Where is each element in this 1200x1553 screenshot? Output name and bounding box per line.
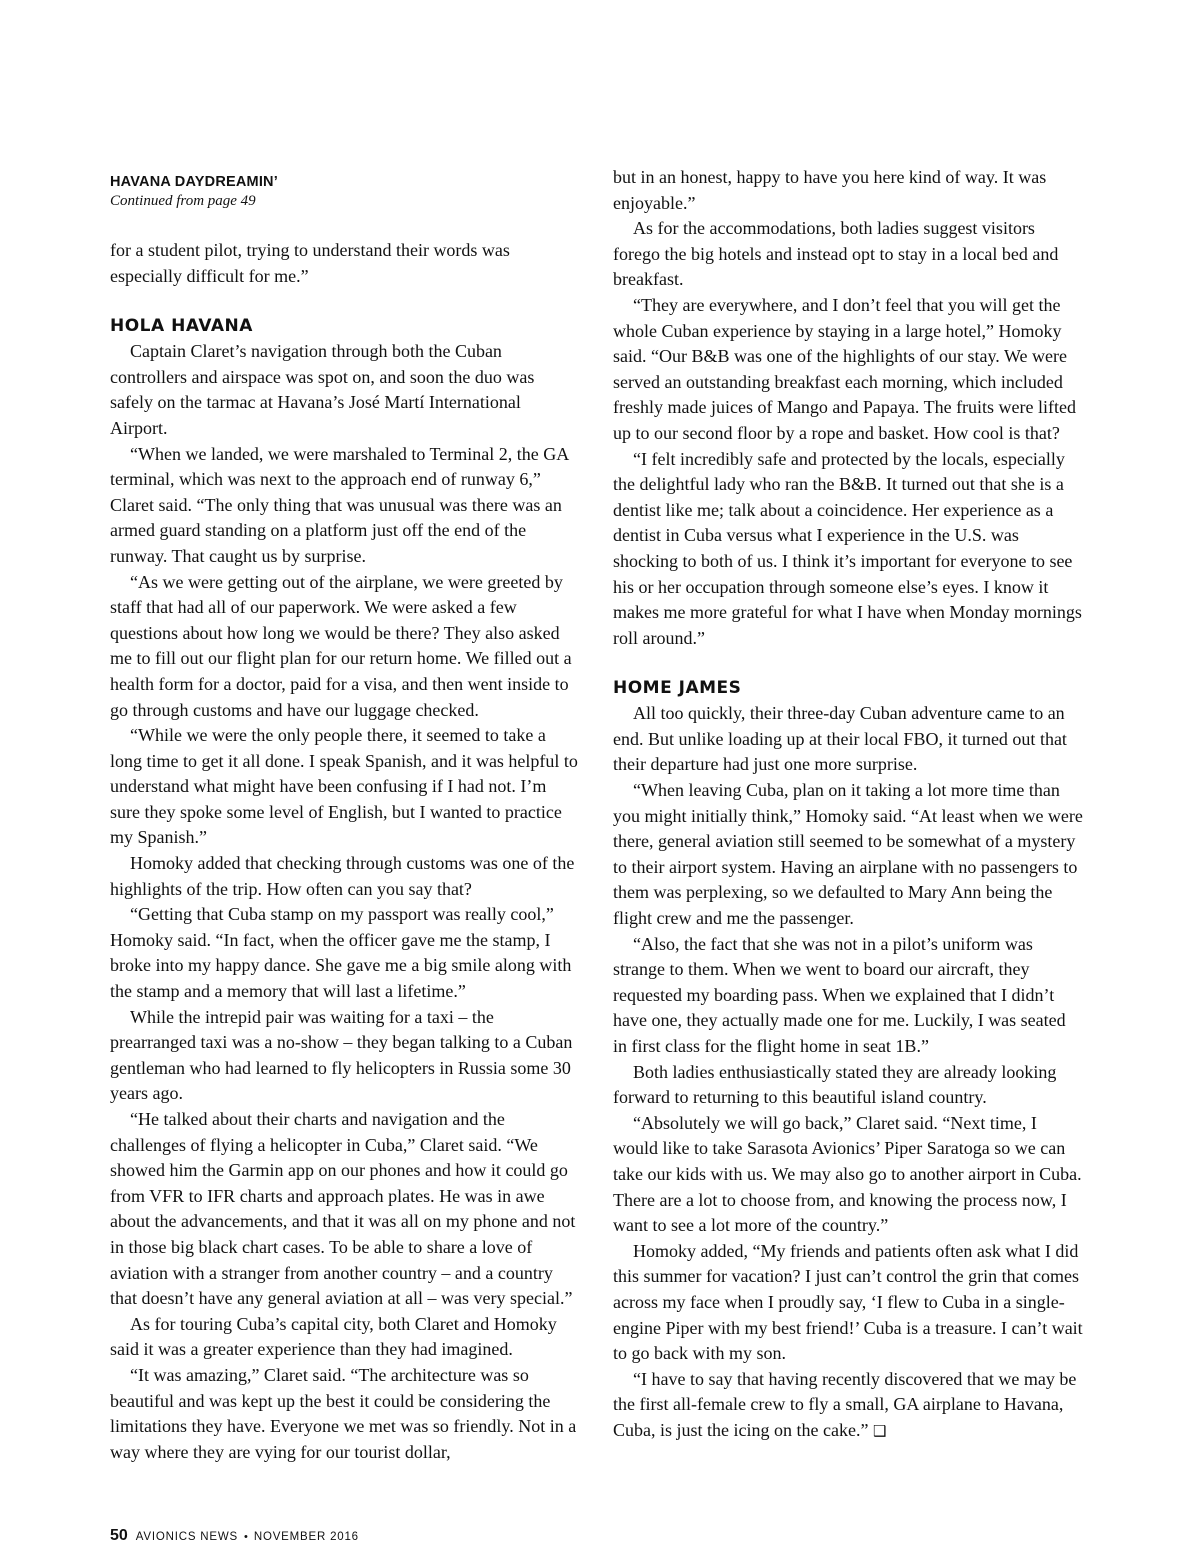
issue-date: NOVEMBER 2016 bbox=[253, 1531, 359, 1543]
intro-paragraph: for a student pilot, trying to understand their words was especially difficult for me.” bbox=[110, 240, 510, 286]
footer-separator: • bbox=[244, 1531, 248, 1543]
article-paragraph: As for the accommodations, both ladies suggest visitors forego the big hotels and instead opt to stay in a local bed and breakfast. bbox=[613, 218, 1059, 290]
article-paragraph: Captain Claret’s navigation through both the Cuban controllers and airspace was spot on, and soon the duo was safely on the tarmac at Havana’s José Martí International Airport. bbox=[110, 341, 535, 438]
article-paragraph: Homoky added that checking through customs was one of the highlights of the trip. How often can you say that? bbox=[110, 853, 575, 899]
final-paragraph-text: “I have to say that having recently discovered that we may be the first all-female crew to fly a small, GA airplane to Havana, Cuba, is just the icing on the cake.” bbox=[613, 1368, 1077, 1440]
right-column bbox=[613, 165, 1083, 1445]
left-column bbox=[110, 165, 580, 1465]
article-paragraph: “Absolutely we will go back,” Claret said. “Next time, I would like to take Sarasota Avionics’ Piper Saratoga so we can take our kids with us. We may also go to another airport in Cuba. There are a lot to choose from, and knowing the process now, I want to see a lot more of the country.” bbox=[613, 1112, 1082, 1236]
article-paragraph: “I felt incredibly safe and protected by the locals, especially the delightful lady who ran the B&B. It turned out that she is a dentist like me; talk about a coincidence. Her experience as a dentist in Cuba versus what I experience in the U.S. was shocking to both of us. I think it’s important for everyone to see his or her occupation through someone else’s eyes. I know it makes me more grateful for what I have when Monday mornings roll around.” bbox=[613, 448, 1082, 648]
article-paragraph: As for touring Cuba’s capital city, both Claret and Homoky said it was a greater experience than they had imagined. bbox=[110, 1313, 557, 1360]
article-paragraph: “Getting that Cuba stamp on my passport was really cool,” Homoky said. “In fact, when the officer gave me the stamp, I broke into my happy dance. She gave me a big smile along with the stamp and a memory that will last a lifetime.” bbox=[110, 904, 572, 1002]
section-heading-hola-havana: HOLA HAVANA bbox=[110, 316, 253, 337]
article-paragraph: “When we landed, we were marshaled to Terminal 2, the GA terminal, which was next to the approach end of runway 6,” Claret said. “The only thing that was unusual was there was an armed guard standing on a platform just off the end of the runway. That caught us by surprise. bbox=[110, 443, 569, 566]
continued-from-note: Continued from page 49 bbox=[110, 193, 256, 209]
article-paragraph-continued: but in an honest, happy to have you here kind of way. It was enjoyable.” bbox=[613, 167, 1047, 213]
article-paragraph: “As we were getting out of the airplane, we were greeted by staff that had all of our paperwork. We were asked a few questions about how long we would be there? They also asked me to fill out our flight plan for our return home. We filled out a health form for a doctor, paid for a visa, and then went inside to go through customs and have our luggage checked. bbox=[110, 571, 572, 720]
article-paragraph: “They are everywhere, and I don’t feel that you will get the whole Cuban experience by staying in a large hotel,” Homoky said. “Our B&B was one of the highlights of our stay. We were served an outstanding breakfast each morning, which included freshly made juices of Mango and Papaya. The fruits were lifted up to our second floor by a rope and basket. How cool is that? bbox=[613, 294, 1077, 443]
final-paragraph bbox=[613, 1367, 1083, 1445]
article-paragraph: Homoky added, “My friends and patients often ask what I did this summer for vacation? I just can’t control the grin that comes across my face when I proudly say, ‘I flew to Cuba in a single-engine Piper with my best friend!’ Cuba is a treasure. I can’t wait to go back with my son. bbox=[613, 1240, 1083, 1364]
article-paragraph: While the intrepid pair was waiting for a taxi – the prearranged taxi was a no-show – they began talking to a Cuban gentleman who had learned to fly helicopters in Russia some 30 years ago. bbox=[110, 1006, 573, 1104]
article-paragraph: “Also, the fact that she was not in a pilot’s uniform was strange to them. When we went to board our aircraft, they requested my boarding pass. When we explained that I didn’t have one, they actually made one for me. Luckily, I was seated in first class for the flight home in seat 1B.” bbox=[613, 933, 1066, 1056]
page-footer bbox=[110, 1527, 359, 1545]
page-number: 50 bbox=[110, 1527, 128, 1544]
article-paragraph: “He talked about their charts and navigation and the challenges of flying a helicopter in Cuba,” Claret said. “We showed him the Garmin app on our phones and how it could go from VFR to IFR charts and approach plates. He was in awe about the advancements, and that it was all on my phone and not in those big black chart cases. To be able to share a love of aviation with a stranger from another country – and a country that doesn’t have any general aviation at all – was very special.” bbox=[110, 1109, 576, 1309]
section-heading-home-james: HOME JAMES bbox=[613, 678, 742, 699]
magazine-name: AVIONICS NEWS bbox=[135, 1531, 238, 1543]
article-paragraph: “When leaving Cuba, plan on it taking a lot more time than you might initially think,” Homoky said. “At least when we were there, general aviation still seemed to be somewhat of a mystery to their airport system. Having an airplane with no passengers to them was perplexing, so we defaulted to Mary Ann being the flight crew and me the passenger. bbox=[613, 780, 1083, 929]
article-paragraph: All too quickly, their three-day Cuban adventure came to an end. But unlike loading up at their local FBO, it turned out that their departure had just one more surprise. bbox=[613, 703, 1067, 775]
article-paragraph: Both ladies enthusiastically stated they are already looking forward to returning to this beautiful island country. bbox=[613, 1061, 1057, 1108]
end-mark-icon: ❑ bbox=[872, 1421, 887, 1440]
article-paragraph: “While we were the only people there, it seemed to take a long time to get it all done. I speak Spanish, and it was helpful to understand what might have been confusing if I had not. I’m sure they spoke some level of English, but I wanted to practice my Spanish.” bbox=[110, 725, 578, 848]
article-paragraph: “It was amazing,” Claret said. “The architecture was so beautiful and was kept up the best it could be considering the limitations they have. Everyone we met was so friendly. Not in a way where they are vying for our tourist dollar, bbox=[110, 1364, 577, 1462]
section-kicker: HAVANA DAYDREAMIN’ bbox=[110, 174, 278, 190]
